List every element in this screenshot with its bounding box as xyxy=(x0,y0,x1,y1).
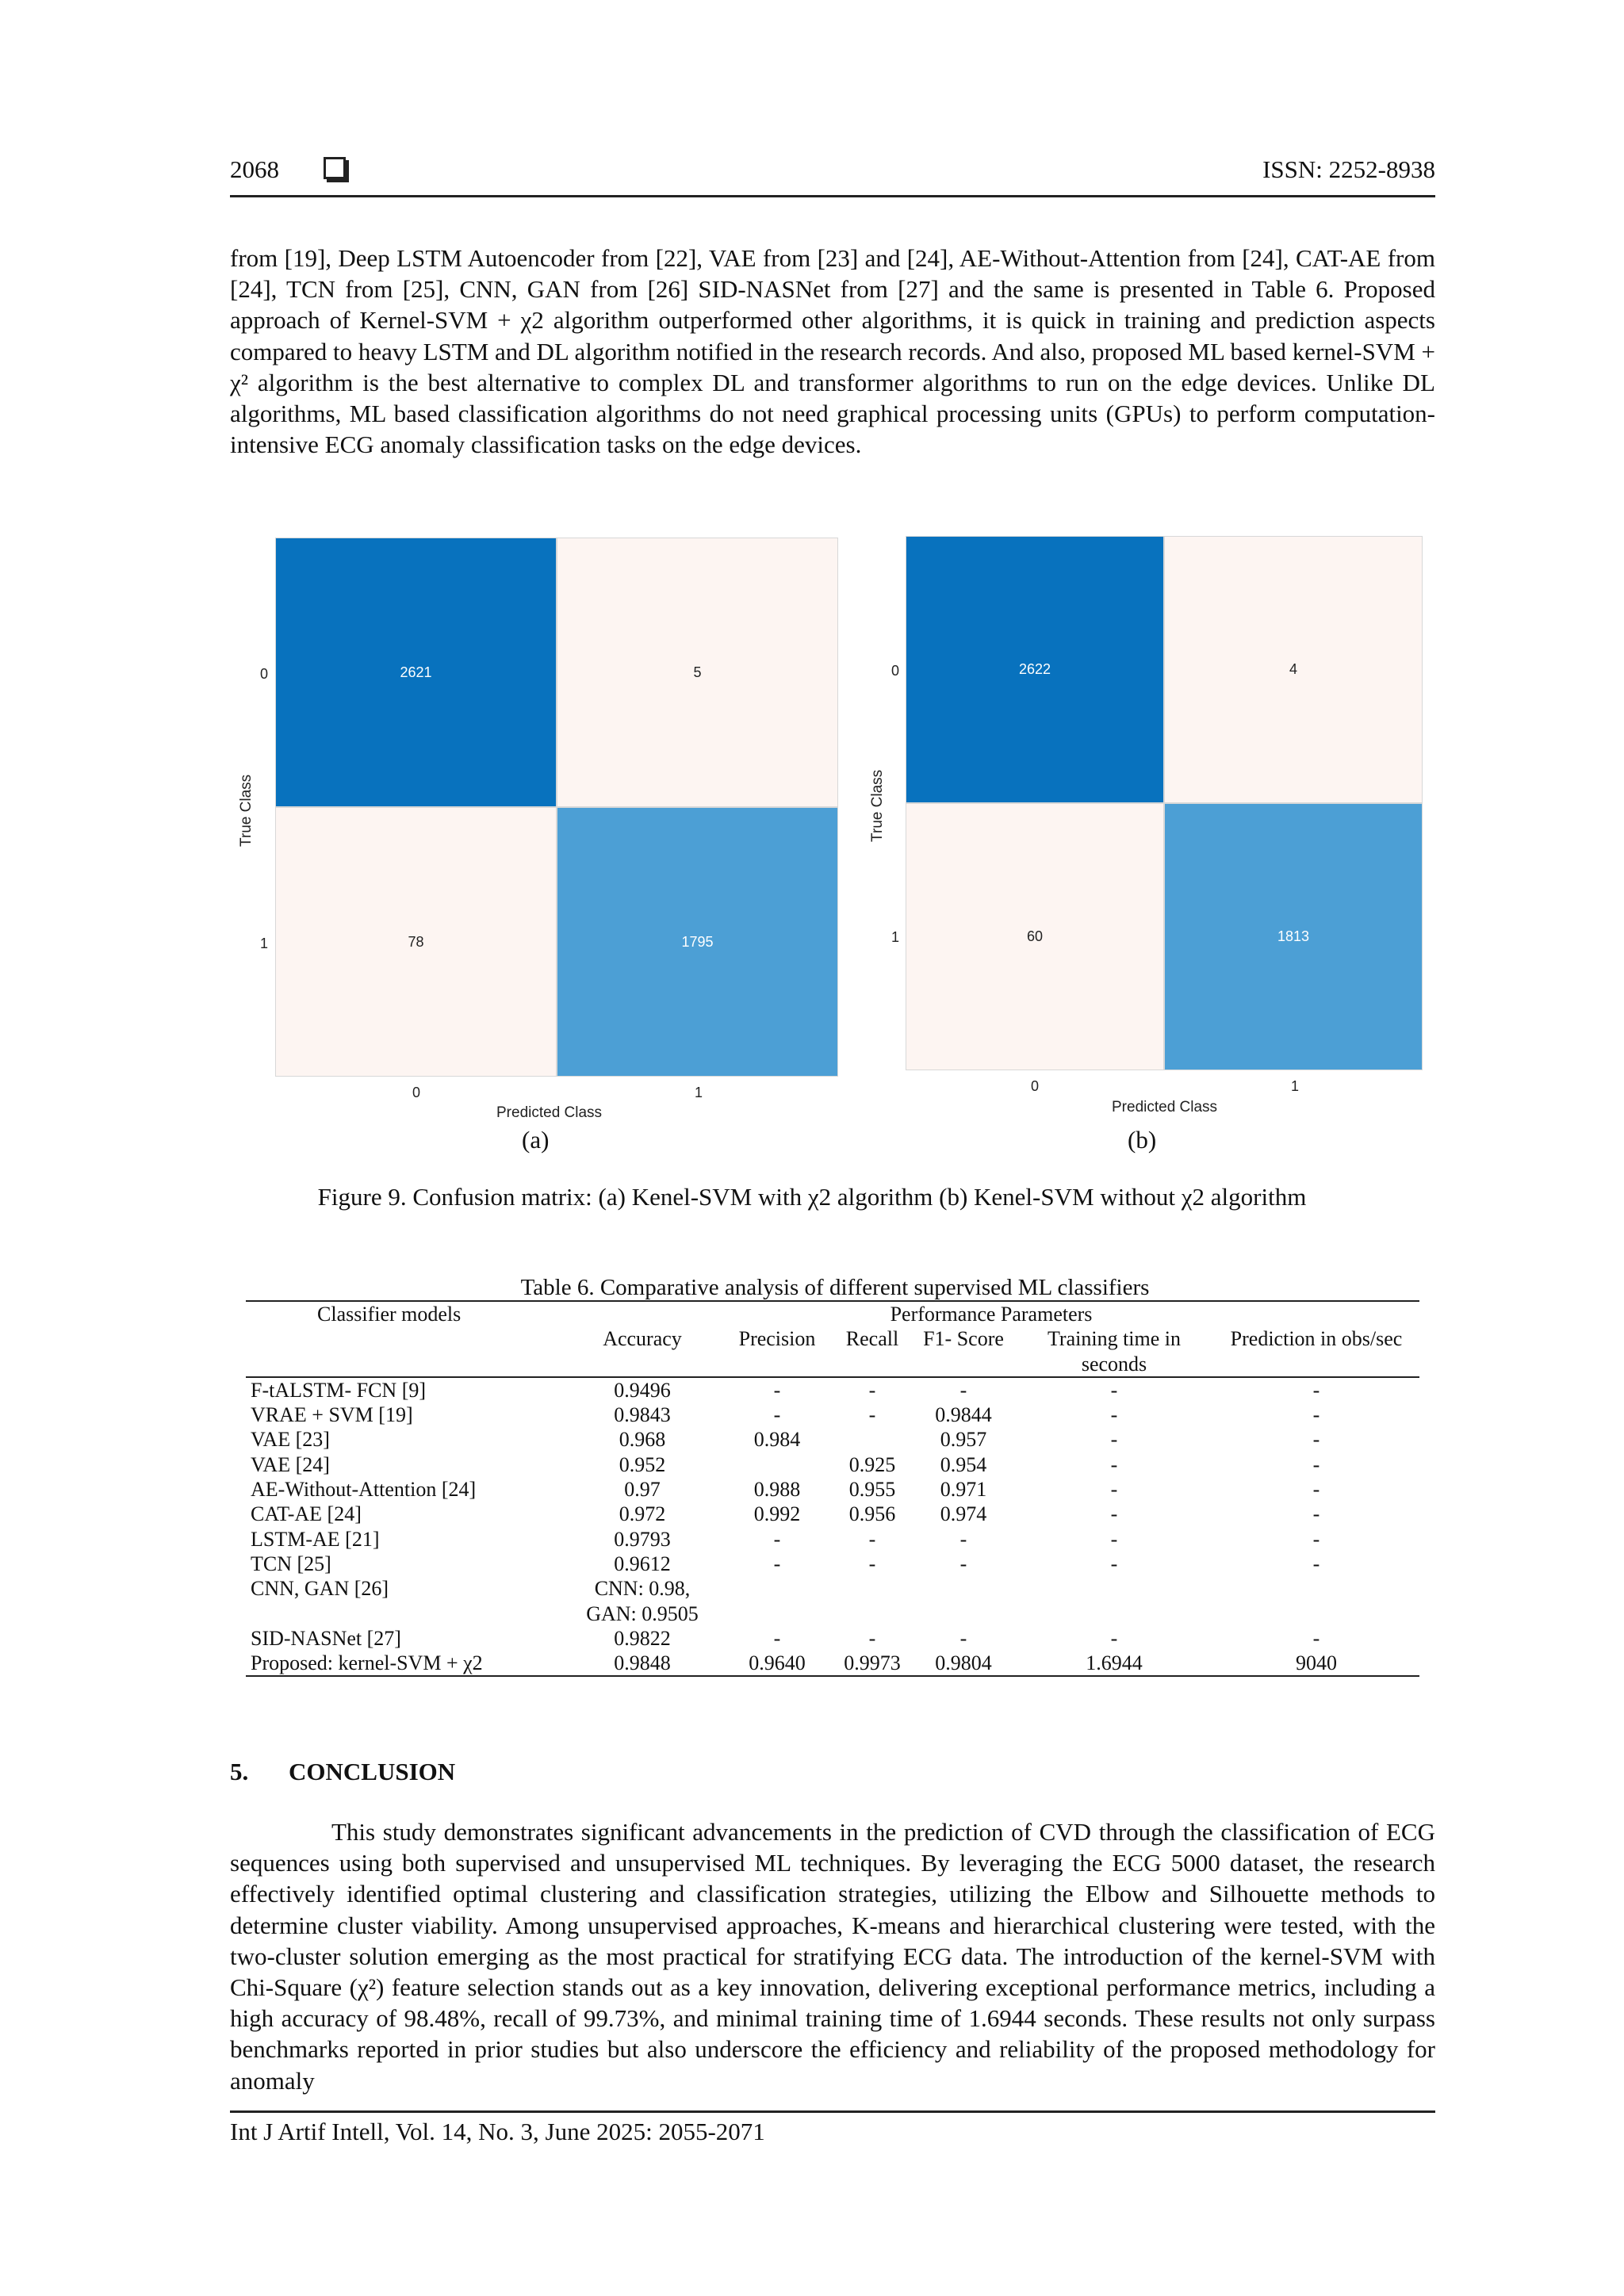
table-cell-model: TCN [25] xyxy=(251,1552,331,1575)
header-f1-score: F1- Score xyxy=(912,1326,1015,1377)
table-cell-model: Proposed: kernel-SVM + χ2 xyxy=(246,1651,563,1676)
table-cell-value: - xyxy=(1312,1378,1320,1402)
conclusion-paragraph: This study demonstrates significant advancements in the prediction of CVD through the classification of ECG sequences using both supervised and unsupervised ML techniques. By leveraging the ECG 5000 dataset, the research effectively identified optimal clustering and classification strategies, utilizing the Elbow and Silhouette methods to determine cluster viability. Among unsupervised approaches, K-means and hierarchical clustering were tested, with the two-cluster solution emerging as the most practical for stratifying ECG data. The introduction of the kernel-SVM with Chi-Square (χ²) feature selection stands out as a key innovation, delivering exceptional performance metrics, including a high accuracy of 98.48%, recall of 99.73%, and minimal training time of 1.6944 seconds. These results not only surpass benchmarks reported in prior studies but also underscore the efficiency and reliability of the proposed methodology for anomaly xyxy=(230,1818,1435,2095)
table-cell-model: F-tALSTM- FCN [9] xyxy=(251,1378,427,1402)
table-row xyxy=(246,1502,1419,1526)
table-cell-value: - xyxy=(959,1527,967,1551)
table-cell-value: 0.9640 xyxy=(722,1651,833,1676)
table-cell-value: - xyxy=(1312,1478,1320,1502)
subfigure-label-b: (b) xyxy=(1128,1126,1157,1154)
table-row xyxy=(246,1452,1419,1477)
table-cell-value: - xyxy=(1110,1552,1118,1575)
table-cell-value: - xyxy=(1312,1403,1320,1427)
section-heading xyxy=(230,1758,455,1786)
table-cell-value: - xyxy=(1110,1626,1118,1650)
section-number: 5. xyxy=(230,1758,249,1785)
table-cell-value: - xyxy=(1110,1378,1118,1402)
cm-a-xlabel: Predicted Class xyxy=(496,1104,603,1121)
cm-b-xtick-1: 1 xyxy=(1291,1078,1300,1094)
table-caption: Table 6. Comparative analysis of different supervised ML classifiers xyxy=(520,1275,1150,1300)
table-cell-value: 0.954 xyxy=(940,1452,987,1476)
table-cell-model: CNN, GAN [26] xyxy=(251,1577,389,1601)
table-cell-value: - xyxy=(1110,1403,1118,1427)
table-cell-value: 0.968 xyxy=(619,1428,666,1452)
table-cell-value: - xyxy=(1110,1527,1118,1551)
cm-a-cell-0-0: 2621 xyxy=(275,538,557,807)
table-cell-value: 0.972 xyxy=(619,1502,666,1526)
table-cell-value: - xyxy=(1110,1452,1118,1476)
table-cell-model: AE-Without-Attention [24] xyxy=(251,1478,477,1502)
confusion-matrix-b xyxy=(906,536,1423,1070)
box-icon xyxy=(324,157,346,179)
header-classifier-models: Classifier models xyxy=(246,1301,563,1326)
intro-paragraph: from [19], Deep LSTM Autoencoder from [22], VAE from [23] and [24], AE-Without-Attention from [24], CAT-AE from [24], TCN from [25], CNN, GAN from [26] SID-NASNet from [27] and the same is presented in Table 6. Proposed approach of Kernel-SVM + χ2 algorithm outperformed other algorithms, it is quick in training and prediction aspects compared to heavy LSTM and DL algorithm notified in the research records. And also, proposed ML based kernel-SVM + χ² algorithm is the best alternative to complex DL and transformer algorithms to run on the edge devices. Unlike DL algorithms, ML based classification algorithms do not need graphical processing units (GPUs) to perform computation-intensive ECG anomaly classification tasks on the edge devices. xyxy=(230,244,1436,459)
table-cell-value: 0.9844 xyxy=(935,1403,992,1427)
table-cell-value: - xyxy=(773,1552,781,1575)
figure-caption: Figure 9. Confusion matrix: (a) Kenel-SVM with χ2 algorithm (b) Kenel-SVM without χ2 algorithm xyxy=(317,1183,1307,1211)
table-cell-value xyxy=(1213,1576,1419,1626)
table-cell-value: - xyxy=(773,1527,781,1551)
table-cell-value: - xyxy=(868,1626,876,1650)
cm-b-cell-0-0: 2622 xyxy=(906,536,1164,803)
table-cell-value: 0.9804 xyxy=(912,1651,1015,1676)
table-row xyxy=(246,1552,1419,1576)
cm-b-cell-1-0: 60 xyxy=(906,803,1164,1070)
table-cell-value: - xyxy=(868,1378,876,1402)
header-blank xyxy=(246,1326,563,1377)
table-cell-value: - xyxy=(1312,1552,1320,1575)
table-cell-value: - xyxy=(1312,1527,1320,1551)
table-cell-value: 0.952 xyxy=(619,1452,666,1476)
table-row xyxy=(246,1402,1419,1427)
cm-a-ylabel: True Class xyxy=(238,774,255,847)
cm-a-cell-1-0: 78 xyxy=(275,807,557,1077)
table-cell-value: - xyxy=(1110,1428,1118,1452)
table-cell-value: - xyxy=(773,1403,781,1427)
header-performance-parameters: Performance Parameters xyxy=(563,1301,1419,1326)
table-row xyxy=(246,1626,1419,1651)
table-cell-value: 0.9848 xyxy=(563,1651,722,1676)
table-cell-value: - xyxy=(1110,1478,1118,1502)
table-cell-value xyxy=(1015,1576,1213,1626)
table-cell-value: 0.9822 xyxy=(614,1626,671,1650)
header-prediction-rate: Prediction in obs/sec xyxy=(1213,1326,1419,1377)
table-body xyxy=(246,1377,1419,1677)
page-number: 2068 xyxy=(230,155,279,183)
table-cell-value: - xyxy=(868,1552,876,1575)
header-training-time: Training time in seconds xyxy=(1015,1326,1213,1377)
table-cell-model: SID-NASNet [27] xyxy=(251,1626,401,1650)
table-cell-value: - xyxy=(1312,1626,1320,1650)
page-header xyxy=(230,155,1435,197)
table-cell-value: - xyxy=(1312,1428,1320,1452)
table-cell-value: 0.971 xyxy=(940,1478,987,1502)
cm-b-ylabel: True Class xyxy=(869,769,886,842)
page-footer: Int J Artif Intell, Vol. 14, No. 3, June 2025: 2055-2071 xyxy=(230,2110,1435,2146)
table-cell-value: 0.957 xyxy=(940,1428,987,1452)
header-precision: Precision xyxy=(722,1326,833,1377)
table-row xyxy=(246,1377,1419,1402)
table-cell-value: - xyxy=(959,1378,967,1402)
table-cell-value: 0.9496 xyxy=(614,1378,671,1402)
cm-a-cell-0-1: 5 xyxy=(557,538,838,807)
table-row xyxy=(246,1651,1419,1676)
table-cell-value: - xyxy=(1110,1502,1118,1526)
table-cell-value: 0.992 xyxy=(753,1502,801,1526)
table-row xyxy=(246,1576,1419,1626)
table-cell-value: 1.6944 xyxy=(1015,1651,1213,1676)
subfigure-label-a: (a) xyxy=(522,1126,550,1154)
table-cell-value: 0.9973 xyxy=(833,1651,912,1676)
table-cell-model: VAE [23] xyxy=(251,1428,330,1452)
table-cell-value: - xyxy=(1312,1502,1320,1526)
table-cell-value: 0.97 xyxy=(624,1478,661,1502)
table-cell-value: 0.988 xyxy=(753,1478,801,1502)
header-accuracy: Accuracy xyxy=(563,1326,722,1377)
confusion-matrix-a xyxy=(275,538,838,1077)
table-cell-model: LSTM-AE [21] xyxy=(251,1527,380,1551)
table-cell-value: 0.9612 xyxy=(614,1552,671,1575)
table-cell-value: CNN: 0.98, GAN: 0.9505 xyxy=(586,1577,699,1625)
header-recall: Recall xyxy=(833,1326,912,1377)
table-cell-model: CAT-AE [24] xyxy=(251,1502,362,1526)
table-cell-value: - xyxy=(959,1626,967,1650)
table-cell-value xyxy=(833,1576,912,1626)
table-cell-value: 0.955 xyxy=(848,1478,896,1502)
cm-b-ytick-0: 0 xyxy=(891,663,900,679)
cm-b-xlabel: Predicted Class xyxy=(1112,1099,1218,1115)
table-cell-value: - xyxy=(1312,1452,1320,1476)
table-cell-value: 0.974 xyxy=(940,1502,987,1526)
table-cell-model: VRAE + SVM [19] xyxy=(251,1403,413,1427)
table-cell-value: - xyxy=(868,1527,876,1551)
table-cell-value: - xyxy=(773,1626,781,1650)
cm-a-cell-1-1: 1795 xyxy=(557,807,838,1077)
table-cell-value: 0.956 xyxy=(848,1502,896,1526)
table-cell-value: 0.9843 xyxy=(614,1403,671,1427)
cm-b-ytick-1: 1 xyxy=(891,929,900,945)
table-cell-model: VAE [24] xyxy=(251,1452,330,1476)
table-cell-value: 0.9793 xyxy=(614,1527,671,1551)
cm-a-xtick-0: 0 xyxy=(412,1085,421,1100)
table-cell-value: 9040 xyxy=(1213,1651,1419,1676)
comparison-table xyxy=(246,1300,1419,1677)
cm-b-cell-0-1: 4 xyxy=(1164,536,1423,803)
table-row xyxy=(246,1527,1419,1552)
cm-a-ytick-1: 1 xyxy=(260,936,269,951)
table-cell-value: - xyxy=(959,1552,967,1575)
table-cell-value: 0.925 xyxy=(848,1452,896,1476)
table-cell-value xyxy=(833,1427,912,1452)
table-cell-value: 0.984 xyxy=(753,1428,801,1452)
table-cell-value xyxy=(912,1576,1015,1626)
table-cell-value xyxy=(722,1452,833,1477)
cm-b-cell-1-1: 1813 xyxy=(1164,803,1423,1070)
table-row xyxy=(246,1477,1419,1502)
cm-a-ytick-0: 0 xyxy=(260,666,269,682)
table-cell-value: - xyxy=(868,1403,876,1427)
issn: ISSN: 2252-8938 xyxy=(1262,155,1435,183)
section-title: CONCLUSION xyxy=(289,1758,456,1785)
table-row xyxy=(246,1427,1419,1452)
cm-a-xtick-1: 1 xyxy=(695,1085,703,1100)
table-cell-value: - xyxy=(773,1378,781,1402)
cm-b-xtick-0: 0 xyxy=(1031,1078,1040,1094)
table-cell-value xyxy=(722,1576,833,1626)
